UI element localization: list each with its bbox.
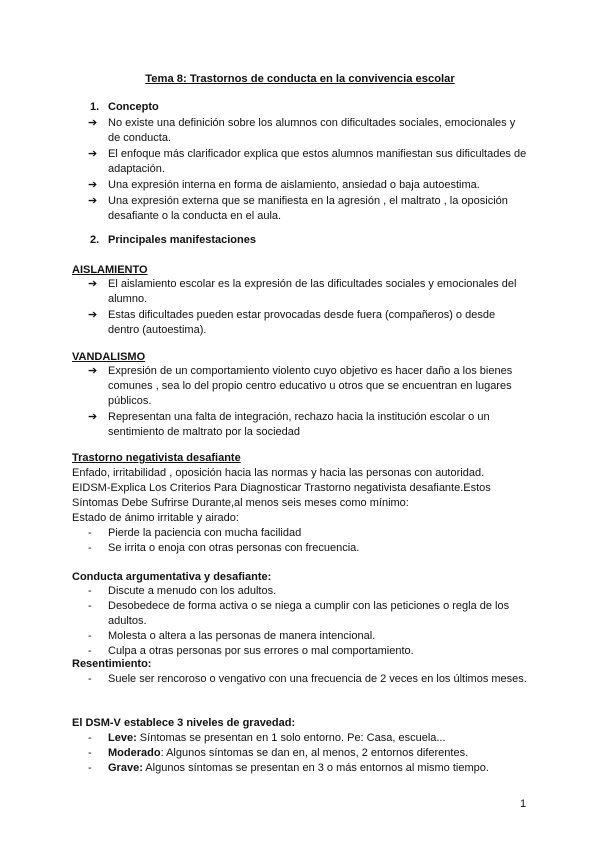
section-title: Concepto xyxy=(108,101,159,113)
dash-bullet: - xyxy=(88,542,92,554)
list-item: ➔ Representan una falta de integración, rechazo hacia la institución escolar o un sentimiento de maltrato por la sociedad xyxy=(88,411,490,438)
negativista-subheading: Estado de ánimo irritable y airado: xyxy=(72,512,239,524)
arrow-icon: ➔ xyxy=(88,278,98,290)
level-label: Leve: xyxy=(108,732,137,744)
dash-bullet: - xyxy=(88,747,92,759)
arrow-icon: ➔ xyxy=(88,411,98,423)
arrow-icon: ➔ xyxy=(88,117,98,129)
dash-bullet: - xyxy=(88,732,92,744)
list-item: - Culpa a otras personas por sus errores o mal comportamiento. xyxy=(88,645,414,657)
aislamiento-list xyxy=(88,277,528,339)
gravedad-heading: El DSM-V establece 3 niveles de gravedad: xyxy=(72,717,296,729)
arrow-icon: ➔ xyxy=(88,148,98,160)
dash-bullet: - xyxy=(88,630,92,642)
document-title: Tema 8: Trastornos de conducta en la convivencia escolar xyxy=(145,73,455,85)
arrow-icon: ➔ xyxy=(88,179,98,191)
arrow-icon: ➔ xyxy=(88,365,98,377)
list-item: - Desobedece de forma activa o se niega a cumplir con las peticiones o regla de los adultos. xyxy=(88,600,510,627)
resentimiento-list xyxy=(88,672,528,687)
section-number: 1. xyxy=(90,101,100,113)
resentimiento-heading: Resentimiento: xyxy=(72,658,152,670)
dash-bullet: - xyxy=(88,762,92,774)
argumentativa-list xyxy=(88,584,528,659)
section-concepto-heading xyxy=(90,100,159,115)
arrow-icon: ➔ xyxy=(88,195,98,207)
list-item: - Suele ser rencoroso o vengativo con una frecuencia de 2 veces en los últimos meses. xyxy=(88,673,527,685)
gravedad-list xyxy=(88,731,528,776)
list-item: ➔ Una expresión interna en forma de aislamiento, ansiedad o baja autoestima. xyxy=(88,179,480,191)
aislamiento-heading: AISLAMIENTO xyxy=(72,264,148,276)
list-item: ➔ Estas dificultades pueden estar provocadas desde fuera (compañeros) o desde dentro (autoestima). xyxy=(88,309,496,336)
list-item: - Se irrita o enoja con otras personas con frecuencia. xyxy=(88,542,360,554)
level-label: Moderado xyxy=(108,747,161,759)
dash-bullet: - xyxy=(88,527,92,539)
concepto-list xyxy=(88,116,528,225)
list-item: ➔ El aislamiento escolar es la expresión de las dificultades sociales y emocionales del alumno. xyxy=(88,278,517,305)
dash-bullet: - xyxy=(88,673,92,685)
vandalismo-heading: VANDALISMO xyxy=(72,351,146,363)
dash-bullet: - xyxy=(88,600,92,612)
section-manifestaciones-heading xyxy=(90,233,256,248)
list-item: ➔ Expresión de un comportamiento violento cuyo objetivo es hacer daño a los bienes comunes , sea lo del propio centro educativo u otros que se encuentran en lugares públicos. xyxy=(88,365,513,407)
dash-bullet: - xyxy=(88,585,92,597)
list-item: - Molesta o altera a las personas de manera intencional. xyxy=(88,630,376,642)
negativista-criteria: EIDSM-Explica Los Criterios Para Diagnosticar Trastorno negativista desafiante.Estos Síntomas Debe Sufrirse Durante,al menos seis meses como mínimo: xyxy=(72,482,491,509)
list-item: - Leve: Síntomas se presentan en 1 solo entorno. Pe: Casa, escuela... xyxy=(88,732,446,744)
page-number: 1 xyxy=(520,798,527,810)
list-item: - Pierde la paciencia con mucha facilidad xyxy=(88,527,302,539)
vandalismo-list xyxy=(88,364,528,441)
negativista-description: Enfado, irritabilidad , oposición hacia las normas y hacia las personas con autoridad. xyxy=(72,467,485,479)
list-item: ➔ El enfoque más clarificador explica que estos alumnos manifiestan sus dificultades de adaptación. xyxy=(88,148,527,175)
dash-bullet: - xyxy=(88,645,92,657)
arrow-icon: ➔ xyxy=(88,309,98,321)
section-title: Principales manifestaciones xyxy=(108,234,256,246)
section-number: 2. xyxy=(90,234,100,246)
list-item: - Moderado: Algunos síntomas se dan en, al menos, 2 entornos diferentes. xyxy=(88,747,469,759)
level-label: Grave: xyxy=(108,762,143,774)
negativista-list xyxy=(88,526,528,556)
list-item: ➔ Una expresión externa que se manifiesta en la agresión , el maltrato , la oposición desafiante o la conducta en el aula. xyxy=(88,195,508,222)
negativista-heading: Trastorno negativista desafiante xyxy=(72,452,241,464)
list-item: - Grave: Algunos síntomas se presentan en 3 o más entornos al mismo tiempo. xyxy=(88,762,489,774)
list-item: ➔ No existe una definición sobre los alumnos con dificultades sociales, emocionales y de conducta. xyxy=(88,117,516,144)
list-item: - Discute a menudo con los adultos. xyxy=(88,585,277,597)
argumentativa-heading: Conducta argumentativa y desafiante: xyxy=(72,571,272,583)
